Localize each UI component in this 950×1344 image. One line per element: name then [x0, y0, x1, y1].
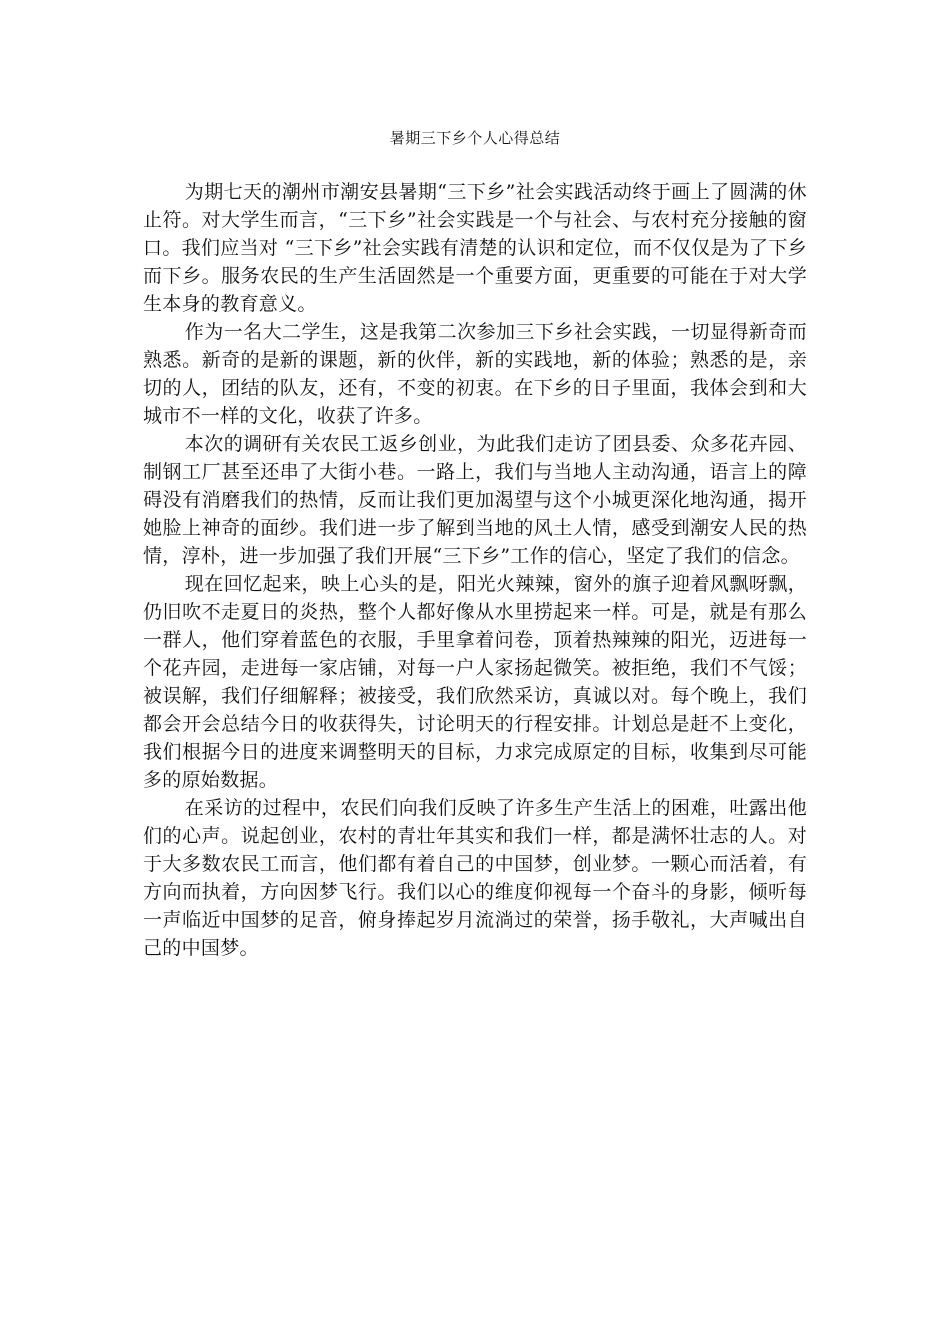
document-body	[143, 178, 807, 962]
paragraph-4: 现在回忆起来，映上心头的是，阳光火辣辣，窗外的旗子迎着风飘呀飘，仍旧吹不走夏日的炎热，整个人都好像从水里捞起来一样。可是，就是有那么一群人，他们穿着蓝色的衣服，手里拿着问卷，顶着热辣辣的阳光，迈进每一个花卉园，走进每一家店铺，对每一户人家扬起微笑。被拒绝，我们不气馁；被误解，我们仔细解释；被接受，我们欣然采访，真诚以对。每个晚上，我们都会开会总结今日的收获得失，讨论明天的行程安排。计划总是赶不上变化，我们根据今日的进度来调整明天的目标，力求完成原定的目标，收集到尽可能多的原始数据。	[143, 573, 807, 791]
paragraph-1: 为期七天的潮州市潮安县暑期“三下乡”社会实践活动终于画上了圆满的休止符。对大学生而言，“三下乡”社会实践是一个与社会、与农村充分接触的窗口。我们应当对 “三下乡”社会实践有清楚的认识和定位，而不仅仅是为了下乡而下乡。服务农民的生产生活固然是一个重要方面，更重要的可能在于对大学生本身的教育意义。	[143, 181, 807, 315]
paragraph-3: 本次的调研有关农民工返乡创业，为此我们走访了团县委、众多花卉园、制钢工厂甚至还串了大街小巷。一路上，我们与当地人主动沟通，语言上的障碍没有消磨我们的热情，反而让我们更加渴望与这个小城更深化地沟通，揭开她脸上神奇的面纱。我们进一步了解到当地的风土人情，感受到潮安人民的热情，淳朴，进一步加强了我们开展“三下乡”工作的信心，坚定了我们的信念。	[143, 433, 807, 567]
document-title: 暑期三下乡个人心得总结	[389, 129, 561, 147]
paragraph-2: 作为一名大二学生，这是我第二次参加三下乡社会实践，一切显得新奇而熟悉。新奇的是新的课题，新的伙伴，新的实践地，新的体验；熟悉的是，亲切的人，团结的队友，还有，不变的初衷。在下乡的日子里面，我体会到和大城市不一样的文化，收获了许多。	[143, 321, 807, 427]
paragraph-5: 在采访的过程中，农民们向我们反映了许多生产生活上的困难，吐露出他们的心声。说起创业，农村的青壮年其实和我们一样，都是满怀壮志的人。对于大多数农民工而言，他们都有着自己的中国梦，创业梦。一颗心而活着，有方向而执着，方向因梦飞行。我们以心的维度仰视每一个奋斗的身影，倾听每一声临近中国梦的足音，俯身捧起岁月流淌过的荣誉，扬手敬礼，大声喊出自己的中国梦。	[143, 797, 807, 959]
